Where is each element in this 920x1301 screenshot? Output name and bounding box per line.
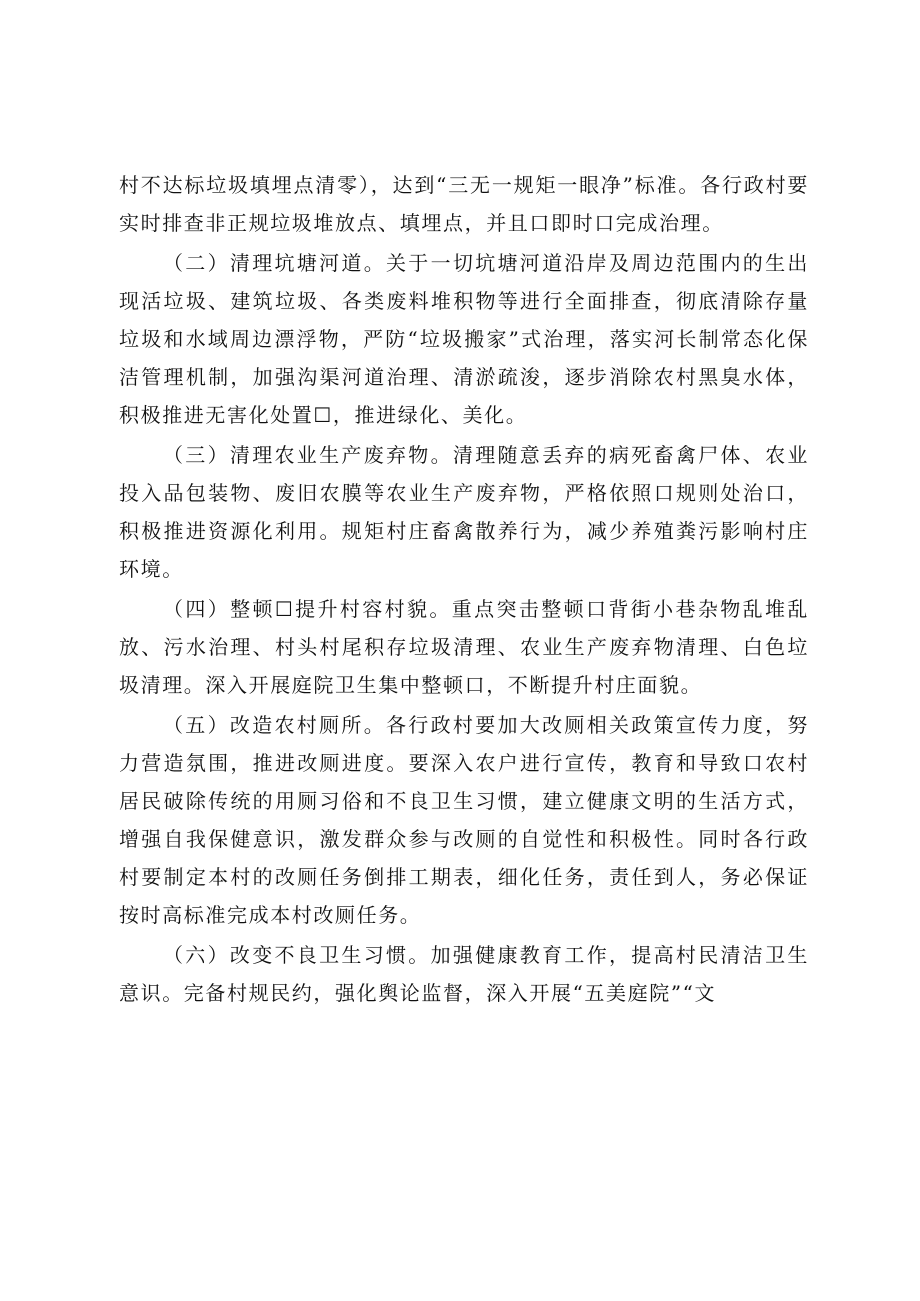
paragraph-hygiene-habits: （六）改变不良卫生习惯。加强健康教育工作，提高村民清洁卫生意识。完备村规民约，强化舆论监督，深入开展“五美庭院”“文 xyxy=(119,943,809,1005)
document-body xyxy=(119,166,809,1014)
paragraph-rural-toilets: （五）改造农村厕所。各行政村要加大改厕相关政策宣传力度，努力营造氛围，推进改厕进度。要深入农户进行宣传，教育和导致口农村居民破除传统的用厕习俗和不良卫生习惯，建立健康文明的生活方式，增强自我保健意识，激发群众参与改厕的自觉性和积极性。同时各行政村要制定本村的改厕任务倒排工期表，细化任务，责任到人，务必保证按时高标准完成本村改厕任务。 xyxy=(119,713,809,927)
paragraph-continuation: 村不达标垃圾填埋点清零），达到“三无一规矩一眼净”标准。各行政村要实时排查非正规垃圾堆放点、填埋点，并且口即时口完成治理。 xyxy=(119,173,809,235)
paragraph-agricultural-waste: （三）清理农业生产废弃物。清理随意丢弃的病死畜禽尸体、农业投入品包装物、废旧农膜等农业生产废弃物，严格依照口规则处治口，积极推进资源化利用。规矩村庄畜禽散养行为，减少养殖粪污影响村庄环境。 xyxy=(119,443,809,581)
paragraph-village-appearance: （四）整顿☐提升村容村貌。重点突击整顿口背街小巷杂物乱堆乱放、污水治理、村头村尾积存垃圾清理、农业生产废弃物清理、白色垃圾清理。深入开展庭院卫生集中整顿口，不断提升村庄面貌。 xyxy=(119,597,809,697)
paragraph-clean-ponds-rivers: （二）清理坑塘河道。关于一切坑塘河道沿岸及周边范围内的生出现活垃圾、建筑垃圾、各类废料堆积物等进行全面排查，彻底清除存量垃圾和水域周边漂浮物，严防“垃圾搬家”式治理，落实河长制常态化保洁管理机制，加强沟渠河道治理、清淤疏浚，逐步消除农村黑臭水体，积极推进无害化处置☐，推进绿化、美化。 xyxy=(119,251,809,427)
